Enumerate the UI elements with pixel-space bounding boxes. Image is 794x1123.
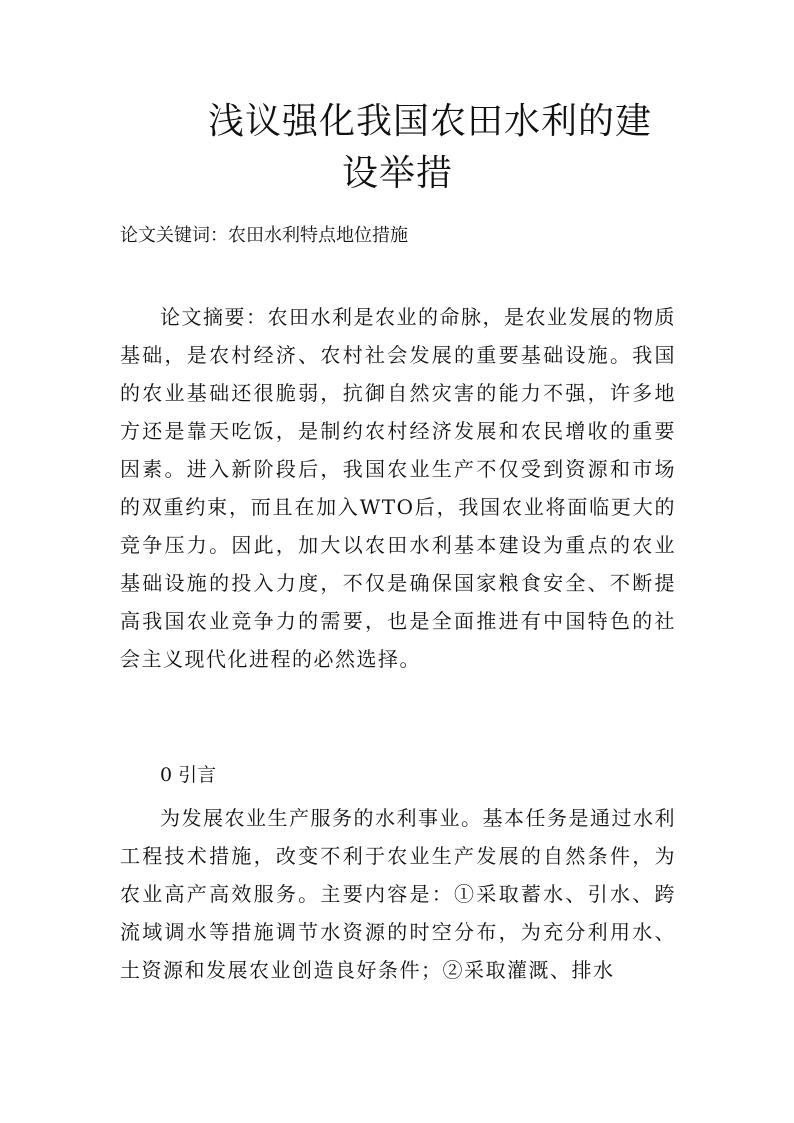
title-line-2: 设举措 <box>342 153 454 194</box>
section-heading-introduction: 0 引言 <box>160 764 217 786</box>
introduction-paragraph: 为发展农业生产服务的水利事业。基本任务是通过水利工程技术措施，改变不利于农业生产发展的自然条件，为农业高产高效服务。主要内容是：①采取蓄水、引水、跨流域调水等措施调节水资源的时空分布，为充分利用水、土资源和发展农业创造良好条件；②采取灌溉、排水 <box>120 806 676 982</box>
abstract-paragraph: 论文摘要：农田水利是农业的命脉，是农业发展的物质基础，是农村经济、农村社会发展的重要基础设施。我国的农业基础还很脆弱，抗御自然灾害的能力不强，许多地方还是靠天吃饭，是制约农村经济发展和农民增收的重要因素。进入新阶段后，我国农业生产不仅受到资源和市场的双重约束，而且在加入WTO后，我国农业将面临更大的竞争压力。因此，加大以农田水利基本建设为重点的农业基础设施的投入力度，不仅是确保国家粮食安全、不断提高我国农业竞争力的需要，也是全面推进有中国特色的社会主义现代化进程的必然选择。 <box>120 305 676 671</box>
document-title <box>120 96 700 200</box>
title-line-1: 浅议强化我国农田水利的建 <box>208 101 653 142</box>
keywords-line: 论文关键词：农田水利特点地位措施 <box>120 225 408 246</box>
